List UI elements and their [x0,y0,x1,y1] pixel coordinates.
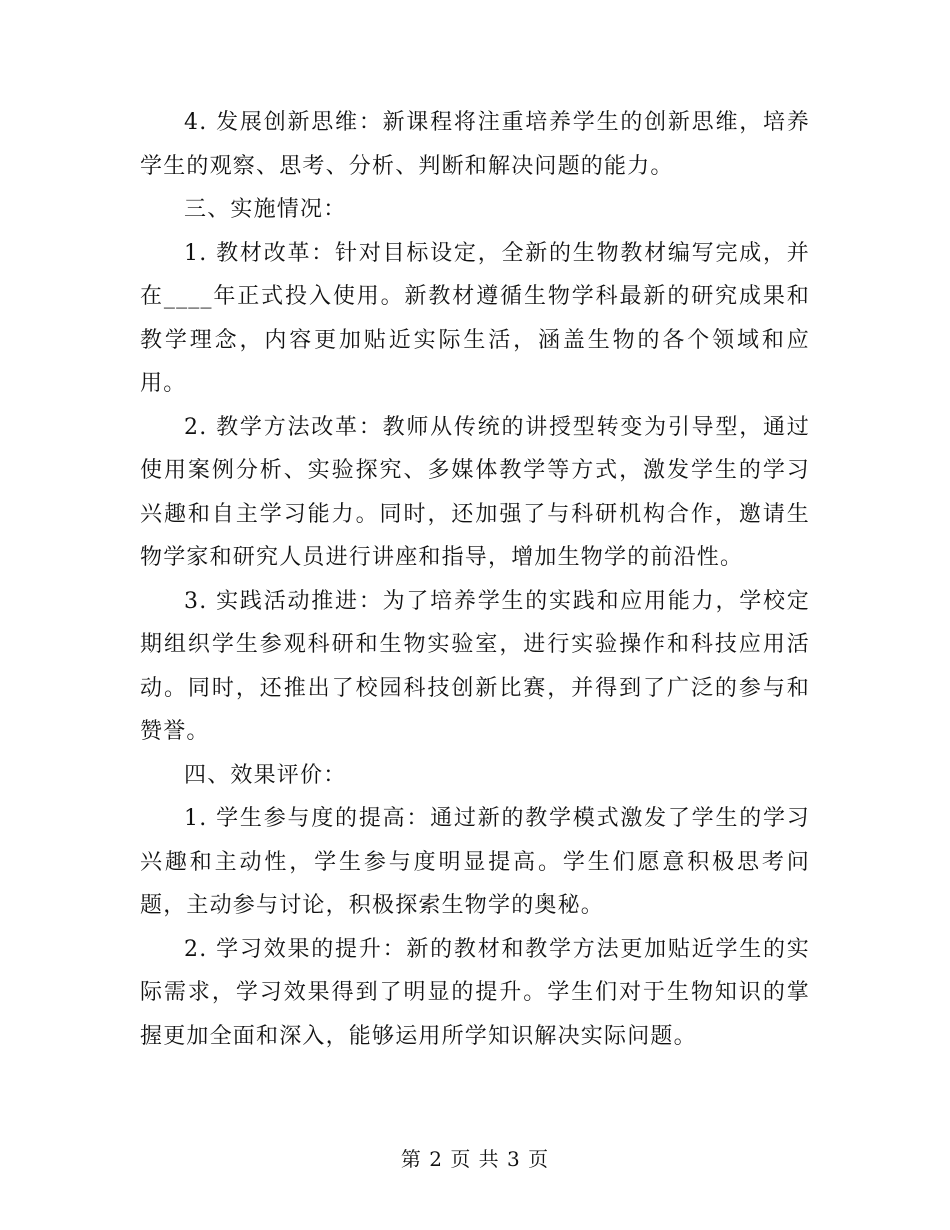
page-number-footer: 第 2 页 共 3 页 [400,1147,550,1171]
paragraph-learning-effect: 2. 学习效果的提升：新的教材和教学方法更加贴近学生的实际需求，学习效果得到了明显的提升。学生们对于生物知识的掌握更加全面和深入，能够运用所学知识解决实际问题。 [140,936,810,1049]
section-heading-implementation: 三、实施情况： [184,197,347,222]
paragraph-innovation-thinking: 4. 发展创新思维：新课程将注重培养学生的创新思维，培养学生的观察、思考、分析、判断和解决问题的能力。 [140,110,810,179]
section-heading-evaluation: 四、效果评价： [184,762,347,788]
document-body [140,101,810,1058]
paragraph-practice-activities: 3. 实践活动推进：为了培养学生的实践和应用能力，学校定期组织学生参观科研和生物实验室，进行实验操作和科技应用活动。同时，还推出了校园科技创新比赛，并得到了广泛的参与和赞誉。 [140,588,810,744]
paragraph-textbook-reform: 1. 教材改革：针对目标设定，全新的生物教材编写完成，并在____年正式投入使用。新教材遵循生物学科最新的研究成果和教学理念，内容更加贴近实际生活，涵盖生物的各个领域和应用。 [140,240,810,396]
paragraph-student-participation: 1. 学生参与度的提高：通过新的教学模式激发了学生的学习兴趣和主动性，学生参与度明显提高。学生们愿意积极思考问题，主动参与讨论，积极探索生物学的奥秘。 [140,806,810,918]
paragraph-teaching-method-reform: 2. 教学方法改革：教师从传统的讲授型转变为引导型，通过使用案例分析、实验探究、多媒体教学等方式，激发学生的学习兴趣和自主学习能力。同时，还加强了与科研机构合作，邀请生物学家和研究人员进行讲座和指导，增加生物学的前沿性。 [140,414,810,570]
